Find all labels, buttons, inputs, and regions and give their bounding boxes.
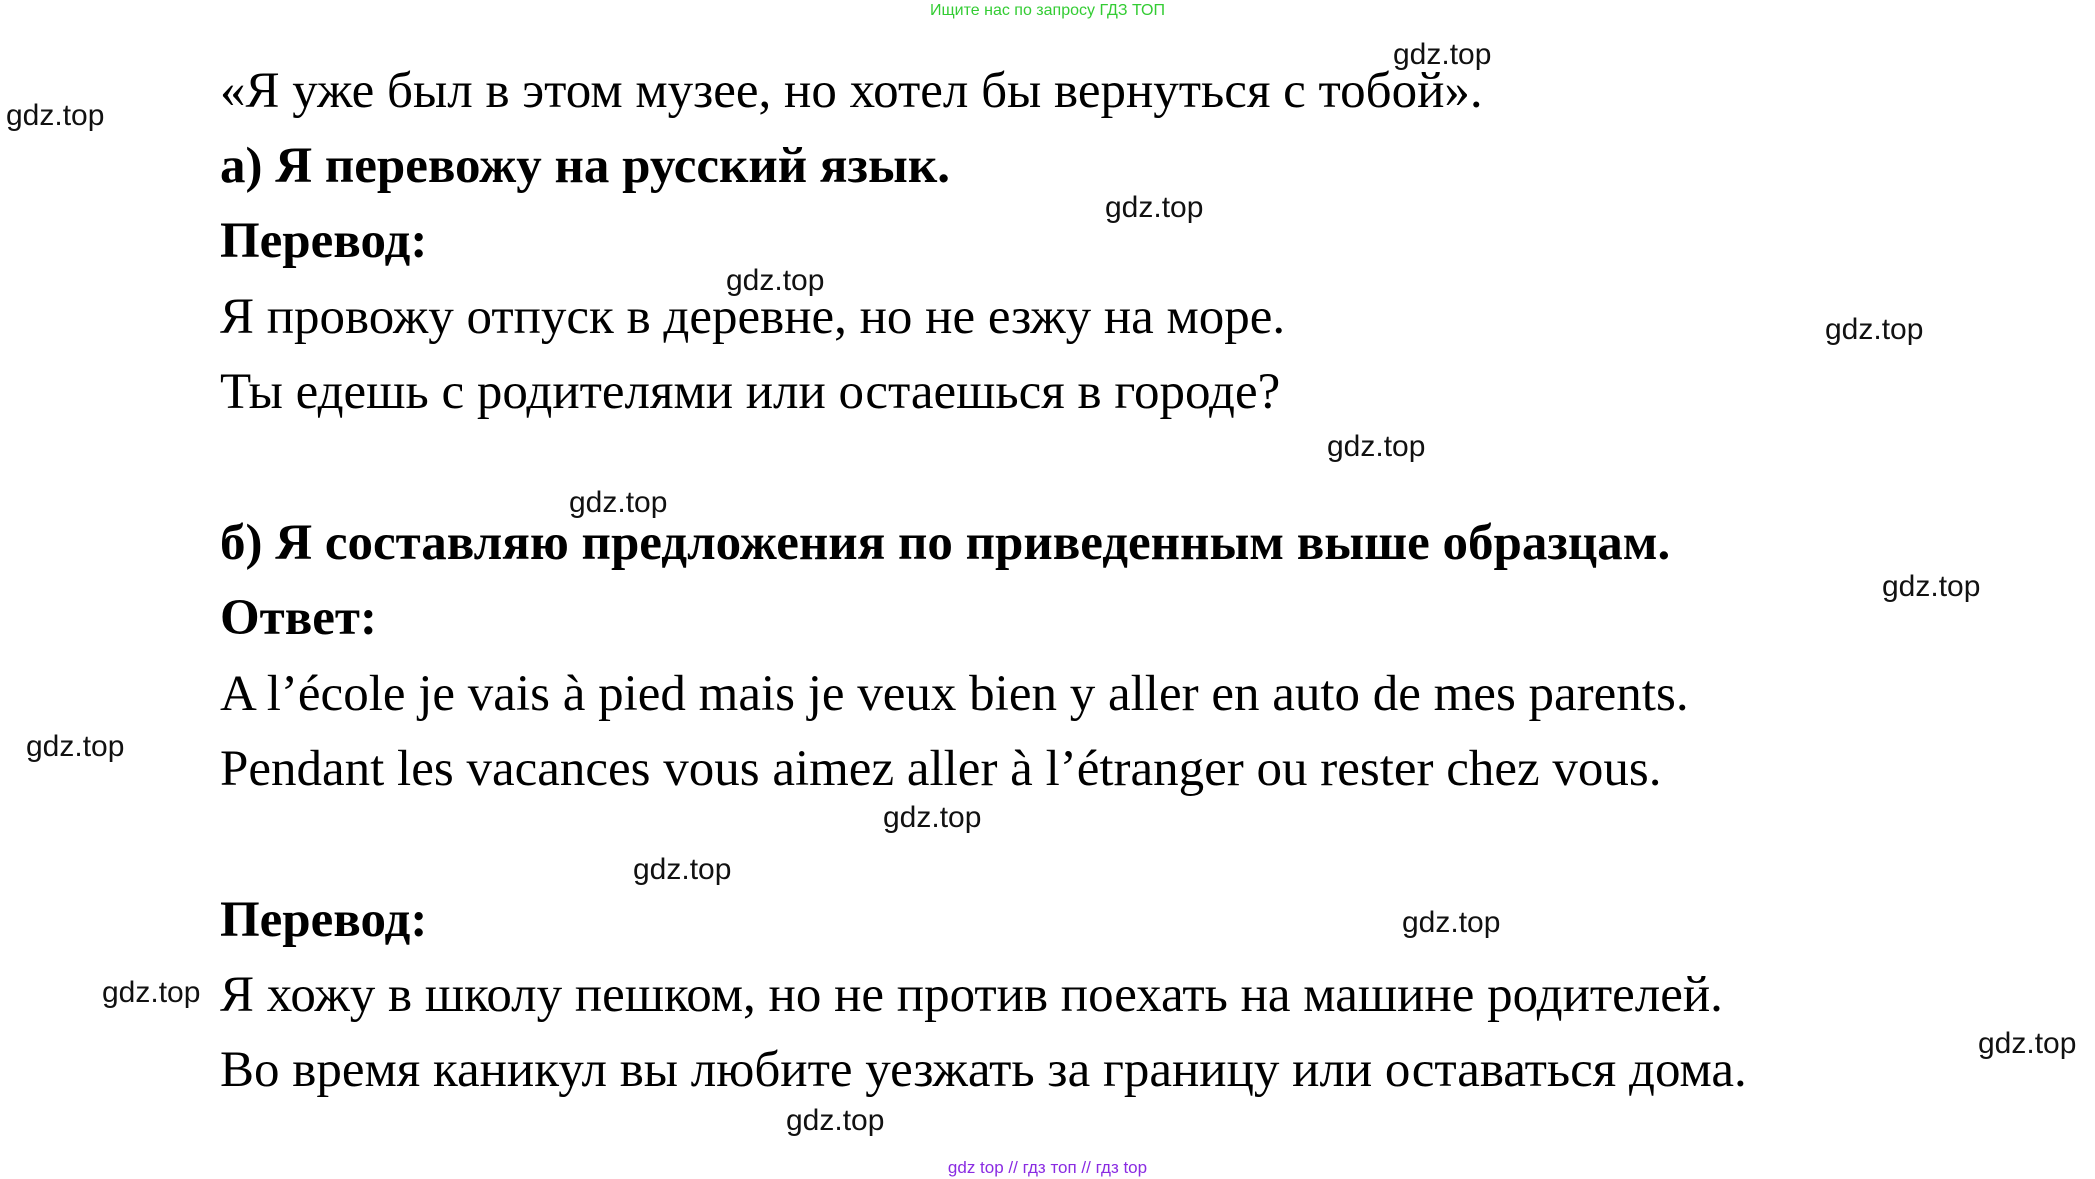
translation-heading-2: Перевод:	[220, 892, 428, 948]
watermark-text: gdz.top	[569, 486, 668, 519]
answer-line-1: A l’école je vais à pied mais je veux bien y aller en auto de mes parents.	[220, 666, 1689, 722]
watermark-text: gdz.top	[786, 1104, 885, 1137]
watermark-text: gdz.top	[1882, 570, 1981, 603]
translation-1-line-1: Я провожу отпуск в деревне, но не езжу на море.	[220, 289, 1286, 345]
watermark-text: gdz.top	[102, 976, 201, 1009]
watermark-text: gdz.top	[26, 730, 125, 763]
task-a-heading: а) Я перевожу на русский язык.	[220, 138, 950, 194]
watermark-text: gdz.top	[1402, 906, 1501, 939]
top-banner: Ищите нас по запросу ГДЗ ТОП	[930, 2, 1165, 19]
watermark-text: gdz.top	[1393, 38, 1492, 71]
watermark-text: gdz.top	[1327, 430, 1426, 463]
translation-heading-1: Перевод:	[220, 213, 428, 269]
watermark-text: gdz.top	[1825, 313, 1924, 346]
translation-2-line-2: Во время каникул вы любите уезжать за границу или оставаться дома.	[220, 1042, 1747, 1098]
bottom-banner: gdz top // гдз топ // гдз top	[947, 1158, 1148, 1177]
watermark-text: gdz.top	[6, 99, 105, 132]
watermark-text: gdz.top	[633, 853, 732, 886]
quote-line: «Я уже был в этом музее, но хотел бы вернуться с тобой».	[220, 63, 1483, 119]
translation-1-line-2: Ты едешь с родителями или остаешься в городе?	[220, 364, 1281, 420]
answer-line-2: Pendant les vacances vous aimez aller à l’étranger ou rester chez vous.	[220, 741, 1662, 797]
watermark-text: gdz.top	[726, 264, 825, 297]
watermark-text: gdz.top	[1978, 1027, 2077, 1060]
translation-2-line-1: Я хожу в школу пешком, но не против поехать на машине родителей.	[220, 967, 1723, 1023]
answer-heading: Ответ:	[220, 590, 377, 646]
task-b-heading: б) Я составляю предложения по приведенным выше образцам.	[220, 515, 1671, 571]
watermark-text: gdz.top	[883, 801, 982, 834]
watermark-text: gdz.top	[1105, 191, 1204, 224]
